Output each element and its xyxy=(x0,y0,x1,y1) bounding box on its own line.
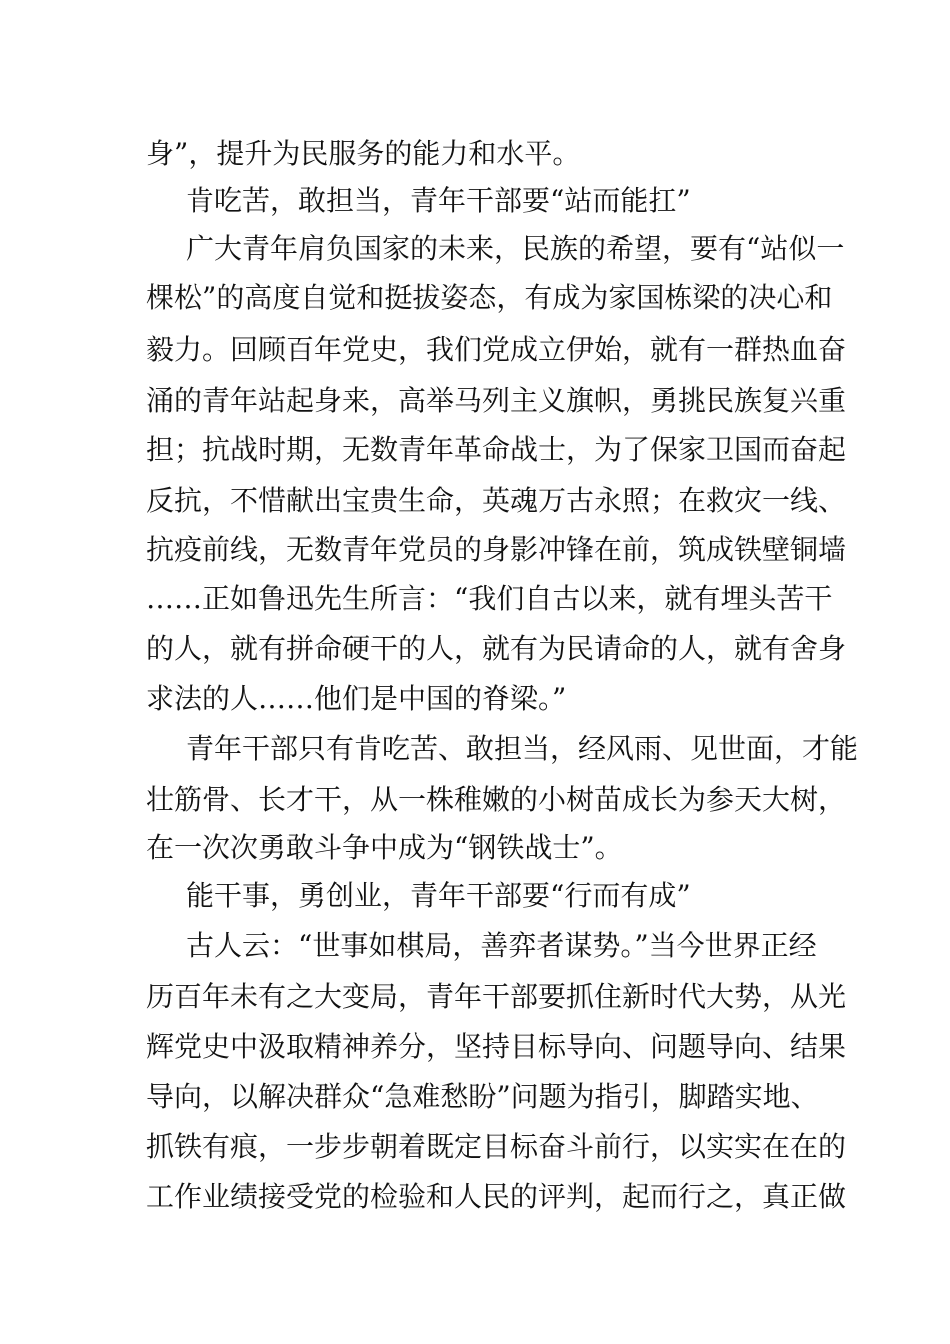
text-line: 古人云：“世事如棋局，善弈者谋势。”当今世界正经 xyxy=(186,929,817,962)
text-line: 导向，以解决群众“急难愁盼”问题为指引，脚踏实地、 xyxy=(146,1080,819,1113)
section-heading: 能干事，勇创业，青年干部要“行而有成” xyxy=(186,879,691,912)
text-line: 毅力。回顾百年党史，我们党成立伊始，就有一群热血奋 xyxy=(146,333,847,366)
text-line: 壮筋骨、长才干，从一株稚嫩的小树苗成长为参天大树， xyxy=(146,783,847,816)
text-line: 抗疫前线，无数青年党员的身影冲锋在前，筑成铁壁铜墙 xyxy=(146,533,847,566)
text-line: 辉党史中汲取精神养分，坚持目标导向、问题导向、结果 xyxy=(146,1030,847,1063)
text-line: 的人，就有拼命硬干的人，就有为民请命的人，就有舍身 xyxy=(146,632,847,665)
text-line: 反抗，不惜献出宝贵生命，英魂万古永照；在救灾一线、 xyxy=(146,484,847,517)
text-line: 广大青年肩负国家的未来，民族的希望，要有“站似一 xyxy=(186,232,845,265)
section-heading: 肯吃苦，敢担当，青年干部要“站而能扛” xyxy=(186,184,691,217)
text-line: 在一次次勇敢斗争中成为“钢铁战士”。 xyxy=(146,831,623,864)
text-line: 历百年未有之大变局，青年干部要抓住新时代大势，从光 xyxy=(146,980,847,1013)
text-line: 青年干部只有肯吃苦、敢担当，经风雨、见世面，才能 xyxy=(186,732,859,765)
text-line: 担；抗战时期，无数青年革命战士，为了保家卫国而奋起 xyxy=(146,433,847,466)
text-line: 涌的青年站起身来，高举马列主义旗帜，勇挑民族复兴重 xyxy=(146,384,847,417)
text-line: 工作业绩接受党的检验和人民的评判，起而行之，真正做 xyxy=(146,1180,847,1213)
text-line: 棵松”的高度自觉和挺拔姿态，有成为家国栋梁的决心和 xyxy=(146,281,833,314)
text-line: 身”，提升为民服务的能力和水平。 xyxy=(146,137,581,170)
text-line: 抓铁有痕，一步步朝着既定目标奋斗前行，以实实在在的 xyxy=(146,1130,847,1163)
text-line: 求法的人……他们是中国的脊梁。” xyxy=(146,682,567,715)
text-line: ……正如鲁迅先生所言：“我们自古以来，就有埋头苦干 xyxy=(146,582,833,615)
